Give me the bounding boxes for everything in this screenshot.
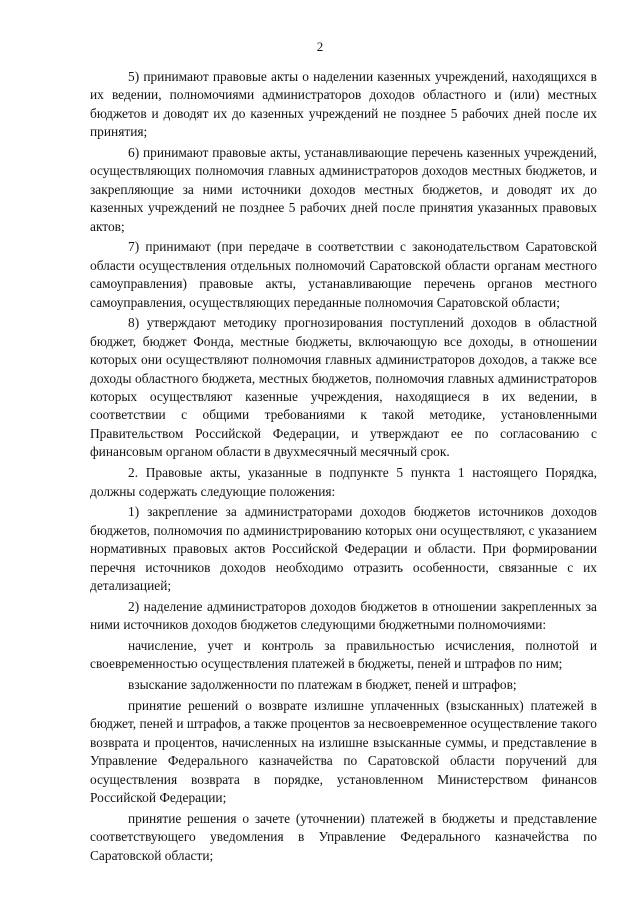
paragraph-item-2-sub-1: 1) закрепление за администраторами доходов бюджетов источников доходов бюджетов, полномочия по администрированию которых они осуществляют, с указанием нормативных правовых актов Российской Федерации и области. При формировании перечня источников доходов необходимо отразить особенности, связанные с их детализацией; — [90, 504, 597, 593]
paragraph-subitem-8: 8) утверждают методику прогнозирования поступлений доходов в областной бюджет, бюджет Фонда, местные бюджеты, включающую все доходы, в отношении которых они осуществляют полномочия главных администраторов доходов, а также все доходы областного бюджета, местных бюджетов, полномочия главных администраторов которых осуществляют казенные учреждения, находящиеся в их ведении, в соответствии с общими требованиями к такой методике, установленными Правительством Российской Федерации, и утверждают ее по согласованию с финансовым органом области в двухмесячный месячный срок. — [90, 315, 597, 460]
paragraph-item-2-sub-2: 2) наделение администраторов доходов бюджетов в отношении закрепленных за ними источников доходов бюджетов следующими бюджетными полномочиями: — [90, 598, 597, 633]
paragraph-subitem-5: 5) принимают правовые акты о наделении казенных учреждений, находящихся в их ведении, полномочиями администраторов доходов областного и (или) местных бюджетов и доводят их до казенных учреждений не позднее 5 рабочих дней после их принятия; — [90, 69, 597, 140]
paragraph-power-accrual: начисление, учет и контроль за правильностью исчисления, полнотой и своевременностью осуществления платежей в бюджеты, пеней и штрафов по ним; — [90, 637, 597, 672]
paragraph-power-refund: принятие решений о возврате излишне уплаченных (взысканных) платежей в бюджет, пеней и штрафов, а также процентов за несвоевременное осуществление такого возврата и процентов, начисленных на излишне взысканные суммы, и представление в Управление Федерального казначейства по Саратовской области поручений для осуществления возврата в порядке, установленном Министерством финансов Российской Федерации; — [90, 697, 597, 805]
paragraph-power-offset: принятие решения о зачете (уточнении) платежей в бюджеты и представление соответствующего уведомления в Управление Федерального казначейства по Саратовской области; — [90, 810, 597, 863]
document-body — [90, 68, 597, 867]
page-number: 2 — [316, 39, 324, 54]
paragraph-power-debt-collection: взыскание задолженности по платежам в бюджет, пеней и штрафов; — [128, 677, 517, 693]
paragraph-subitem-6: 6) принимают правовые акты, устанавливающие перечень казенных учреждений, осуществляющих полномочия главных администраторов доходов местных бюджетов, и закрепляющие за ними источники доходов местных бюджетов, и доводят их до казенных учреждений не позднее 5 рабочих дней после принятия указанных правовых актов; — [90, 145, 597, 234]
paragraph-item-2: 2. Правовые акты, указанные в подпункте 5 пункта 1 настоящего Порядка, должны содержать следующие положения: — [90, 465, 597, 499]
paragraph-subitem-7: 7) принимают (при передаче в соответствии с законодательством Саратовской области осуществления отдельных полномочий Саратовской области органам местного самоуправления) правовые акты, устанавливающие перечень органов местного самоуправления, осуществляющих переданные полномочия Саратовской области; — [90, 239, 597, 310]
